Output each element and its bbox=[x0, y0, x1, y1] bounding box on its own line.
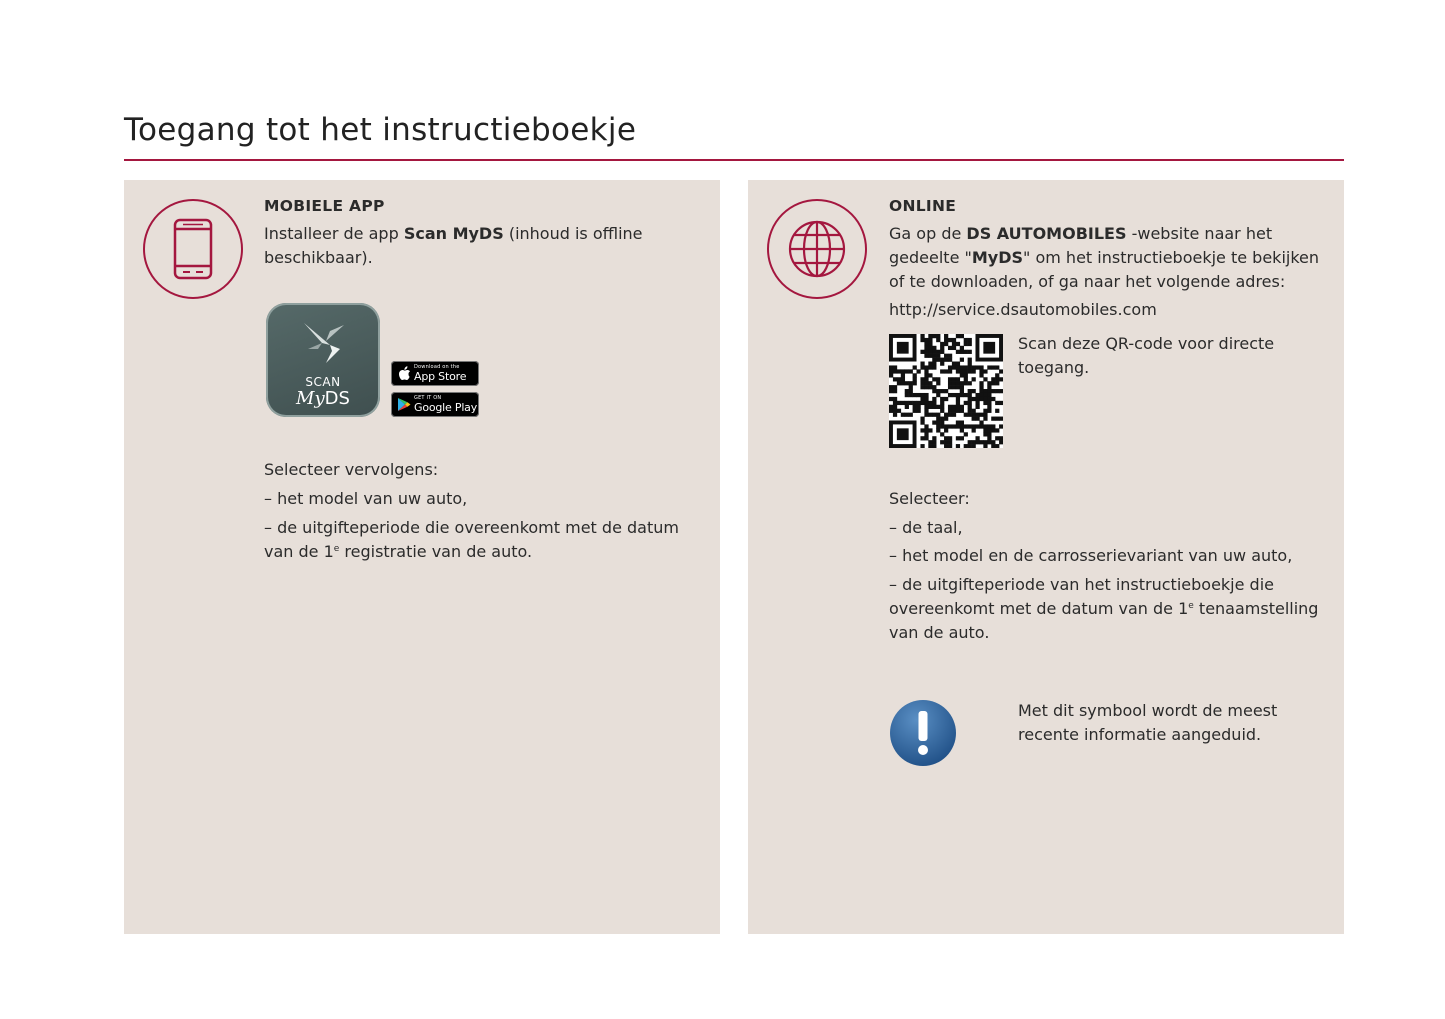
list-item: – het model van uw auto, bbox=[264, 489, 468, 508]
list-item: – de taal, bbox=[889, 518, 963, 537]
smartphone-icon bbox=[143, 199, 243, 299]
apple-icon bbox=[394, 366, 414, 381]
service-url-link[interactable]: http://service.dsautomobiles.com bbox=[889, 300, 1157, 319]
ds-logo-icon bbox=[300, 319, 348, 367]
online-select-label: Selecteer: bbox=[889, 489, 970, 508]
scan-myds-app-icon[interactable] bbox=[266, 303, 380, 417]
notice-text: Met dit symbool wordt de meest recente informatie aangeduid. bbox=[1018, 701, 1278, 744]
globe-icon bbox=[767, 199, 867, 299]
list-item: – de uitgifteperiode die overeenkomt met de datum van de 1e registratie van de auto. bbox=[264, 518, 679, 561]
qr-code[interactable] bbox=[889, 334, 1003, 448]
googleplay-big-text: Google Play bbox=[414, 401, 478, 414]
app-tile-myds: MyDS bbox=[296, 388, 350, 409]
brand-name: DS AUTOMOBILES bbox=[966, 224, 1127, 243]
page-title: Toegang tot het instructieboekje bbox=[124, 112, 637, 148]
mobile-app-panel bbox=[124, 180, 720, 934]
mobile-app-heading: MOBIELE APP bbox=[264, 197, 385, 215]
google-play-icon bbox=[394, 397, 414, 412]
section-name: MyDS bbox=[971, 248, 1024, 267]
title-divider bbox=[124, 159, 1344, 161]
online-panel bbox=[748, 180, 1344, 934]
info-exclamation-icon bbox=[889, 699, 957, 767]
google-play-badge[interactable] bbox=[391, 392, 479, 417]
mobile-select-label: Selecteer vervolgens: bbox=[264, 460, 439, 479]
list-item: – de uitgifteperiode van het instructieboekje die overeenkomt met de datum van de 1e tenaamstelling van de auto. bbox=[889, 575, 1319, 642]
list-item: – het model en de carrosserievariant van uw auto, bbox=[889, 546, 1293, 565]
app-tile-scan: SCAN bbox=[305, 375, 341, 389]
appstore-big-text: App Store bbox=[414, 370, 467, 383]
online-heading: ONLINE bbox=[889, 197, 957, 215]
mobile-app-intro: Installeer de app Scan MyDS (inhoud is offline beschikbaar). bbox=[264, 224, 643, 267]
appstore-small-text: Download on the bbox=[414, 364, 460, 370]
qr-caption: Scan deze QR-code voor directe toegang. bbox=[1018, 334, 1275, 377]
app-store-badge[interactable] bbox=[391, 361, 479, 386]
app-name: Scan MyDS bbox=[403, 224, 504, 243]
online-intro: Ga op de DS AUTOMOBILES -website naar het gedeelte "MyDS" om het instructieboekje te bekijken of te downloaden, of ga naar het volgende adres: bbox=[889, 224, 1320, 291]
googleplay-small-text: GET IT ON bbox=[414, 395, 442, 401]
